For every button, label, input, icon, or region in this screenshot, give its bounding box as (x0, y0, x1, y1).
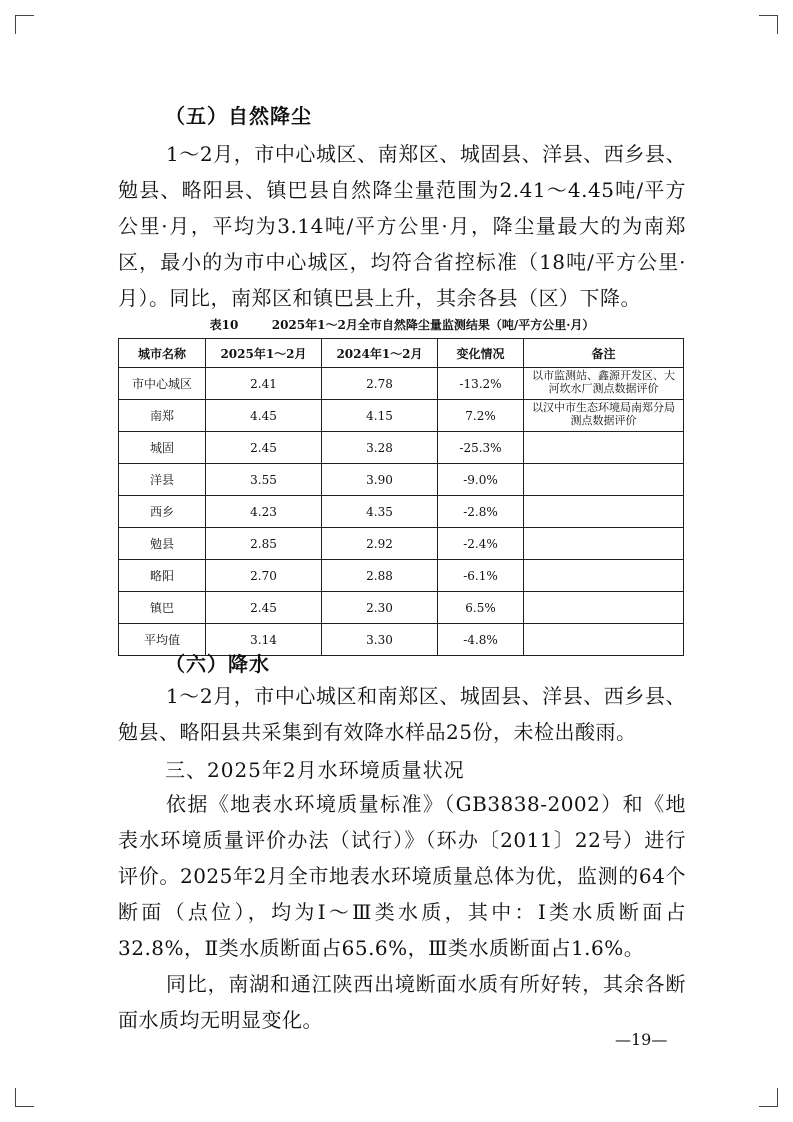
table10-caption: 表10 2025年1～2月全市自然降尘量监测结果（吨/平方公里·月） (209, 318, 595, 332)
table-row (119, 464, 684, 496)
cell-note (524, 560, 684, 592)
cell-note (524, 496, 684, 528)
cell-change: -6.1% (438, 560, 524, 592)
cell-note (524, 432, 684, 464)
cell-change: -2.8% (438, 496, 524, 528)
table-row (119, 432, 684, 464)
cell-2024: 3.90 (322, 464, 438, 496)
cell-change: 7.2% (438, 400, 524, 432)
cell-note (524, 624, 684, 656)
header-city: 城市名称 (119, 339, 206, 368)
cell-2025: 2.45 (206, 592, 322, 624)
table-header-row (119, 339, 684, 368)
section5-paragraph (118, 136, 686, 316)
cell-2025: 2.70 (206, 560, 322, 592)
crop-mark-top-right (759, 15, 778, 34)
cell-change: -2.4% (438, 528, 524, 560)
cell-2025: 4.45 (206, 400, 322, 432)
table-row (119, 592, 684, 624)
cell-city: 南郑 (119, 400, 206, 432)
cell-note (524, 528, 684, 560)
cell-note (524, 464, 684, 496)
section6-text: 1～2月，市中心城区和南郑区、城固县、洋县、西乡县、勉县、略阳县共采集到有效降水样品25份，未检出酸雨。 (118, 684, 686, 744)
dustfall-table (118, 338, 684, 656)
table-row (119, 496, 684, 528)
cell-note (524, 592, 684, 624)
cell-2025: 3.14 (206, 624, 322, 656)
cell-change: -13.2% (438, 368, 524, 400)
section3-paragraph (118, 786, 686, 1038)
section6-paragraph (118, 678, 686, 750)
section5-heading: （五）自然降尘 (165, 104, 312, 128)
section3-text-1: 依据《地表水环境质量标准》（GB3838-2002）和《地表水环境质量评价办法（试行）》（环办〔2011〕22号）进行评价。2025年2月全市地表水环境质量总体为优，监测的64个断面（点位），均为Ⅰ～Ⅲ类水质，其中：Ⅰ类水质断面占32.8%，Ⅱ类水质断面占65.6%，Ⅲ类水质断面占1.6%。 (118, 792, 686, 960)
cell-2024: 2.92 (322, 528, 438, 560)
header-2025: 2025年1～2月 (206, 339, 322, 368)
table-row (119, 528, 684, 560)
cell-city: 市中心城区 (119, 368, 206, 400)
header-change: 变化情况 (438, 339, 524, 368)
cell-change: -9.0% (438, 464, 524, 496)
cell-change: -25.3% (438, 432, 524, 464)
table-row (119, 368, 684, 400)
crop-mark-top-left (15, 15, 34, 34)
cell-2024: 3.30 (322, 624, 438, 656)
cell-note: 以汉中市生态环境局南郑分局测点数据评价 (524, 400, 684, 432)
cell-2024: 3.28 (322, 432, 438, 464)
cell-2024: 2.88 (322, 560, 438, 592)
cell-2024: 2.78 (322, 368, 438, 400)
cell-city: 略阳 (119, 560, 206, 592)
cell-2025: 2.41 (206, 368, 322, 400)
section3-text-2: 同比，南湖和通江陕西出境断面水质有所好转，其余各断面水质均无明显变化。 (118, 972, 686, 1032)
header-2024: 2024年1～2月 (322, 339, 438, 368)
cell-note: 以市监测站、鑫源开发区、大河坎水厂测点数据评价 (524, 368, 684, 400)
cell-city: 西乡 (119, 496, 206, 528)
cell-2025: 3.55 (206, 464, 322, 496)
section5-text: 1～2月，市中心城区、南郑区、城固县、洋县、西乡县、勉县、略阳县、镇巴县自然降尘量范围为2.41～4.45吨/平方公里·月，平均为3.14吨/平方公里·月，降尘量最大的为南郑区，最小的为市中心城区，均符合省控标准（18吨/平方公里·月）。同比，南郑区和镇巴县上升，其余各县（区）下降。 (118, 142, 686, 310)
crop-mark-bottom-left (15, 1088, 34, 1107)
crop-mark-bottom-right (759, 1088, 778, 1107)
cell-city: 城固 (119, 432, 206, 464)
table-row (119, 560, 684, 592)
cell-2025: 4.23 (206, 496, 322, 528)
cell-2024: 4.35 (322, 496, 438, 528)
cell-city: 平均值 (119, 624, 206, 656)
cell-2025: 2.85 (206, 528, 322, 560)
cell-city: 洋县 (119, 464, 206, 496)
cell-change: 6.5% (438, 592, 524, 624)
header-note: 备注 (524, 339, 684, 368)
table-row (119, 400, 684, 432)
section3-heading: 三、2025年2月水环境质量状况 (165, 758, 465, 782)
cell-city: 镇巴 (119, 592, 206, 624)
section6-heading: （六）降水 (165, 652, 270, 676)
cell-2024: 2.30 (322, 592, 438, 624)
cell-change: -4.8% (438, 624, 524, 656)
cell-2024: 4.15 (322, 400, 438, 432)
cell-2025: 2.45 (206, 432, 322, 464)
page-number: —19— (615, 1030, 668, 1049)
cell-city: 勉县 (119, 528, 206, 560)
